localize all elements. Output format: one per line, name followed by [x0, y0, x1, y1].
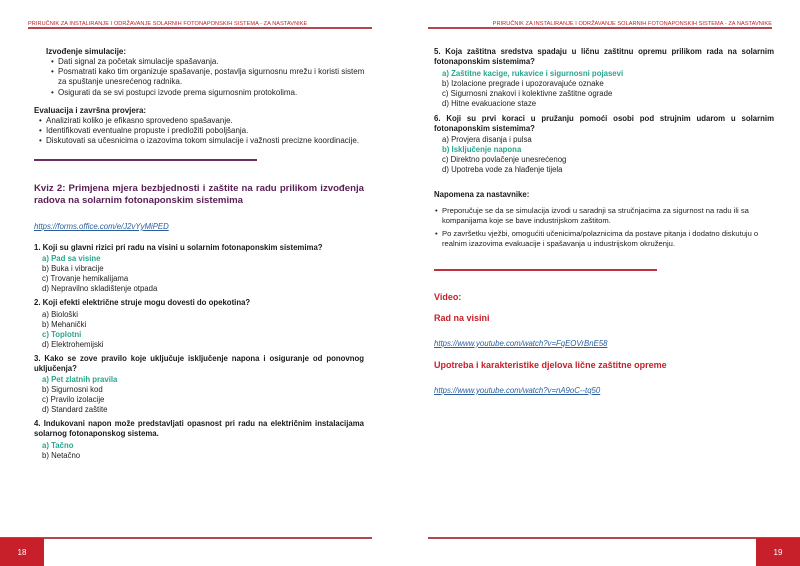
question-5-options [442, 69, 776, 109]
option: c) Sigurnosni znakovi i kolektivne zaštitne ograde [442, 88, 613, 98]
simulation-heading: Izvođenje simulacije: [46, 47, 127, 56]
teacher-note-list [434, 206, 769, 249]
list-item: • Dati signal za početak simulacije spašavanja. [51, 57, 366, 67]
option: b) Izolacione pregrade i upozoravajuće oznake [442, 78, 604, 88]
option: d) Upotreba vode za hlađenje tijela [442, 165, 563, 175]
list-item: • Diskutovati sa učesnicima o izazovima tokom simulacije i važnosti precizne koordinacije. [39, 136, 366, 146]
left-content [34, 47, 366, 461]
list-item: • Preporučuje se da se simulacija izvodi u saradnji sa stručnjacima za sigurnost na radu ili sa kompanijama koje se bave industrijskom zaštitom. [434, 206, 769, 226]
option: d) Hitne evakuacione staze [442, 98, 537, 108]
option: c) Pravilo izolacije [42, 395, 105, 405]
video-title: Upotreba i karakteristike djelova lične zaštitne opreme [434, 359, 667, 370]
question-1-options [42, 254, 366, 294]
right-content [434, 40, 776, 398]
footer-rule [0, 537, 372, 539]
teacher-note-heading: Napomena za nastavnike: [434, 190, 530, 200]
option-correct: a) Zaštitne kacige, rukavice i sigurnosni pojasevi [442, 68, 624, 78]
question-1: 1. Koji su glavni rizici pri radu na visini u solarnim fotonaponskim sistemima? [34, 242, 323, 252]
option-correct: a) Tačno [42, 440, 74, 450]
page-number: 18 [0, 538, 44, 566]
simulation-list [46, 57, 366, 98]
running-header: PRIRUČNIK ZA INSTALIRANJE I ODRŽAVANJE SOLARNIH FOTONAPONSKIH SISTEMA - ZA NASTAVNIKE [28, 21, 308, 27]
option: c) Direktno povlačenje unesrećenog [442, 155, 567, 165]
video-link[interactable]: https://www.youtube.com/watch?v=FqEOVrBnE58 [434, 338, 608, 348]
question-5: 5. Koja zaštitna sredstva spadaju u ličnu zaštitnu opremu prilikom rada na solarnim fotonaponskim sistemima? [434, 47, 774, 67]
quiz-title: Kviz 2: Primjena mjera bezbjednosti i zaštite na radu prilikom izvođenja radova na solarnim fotonaponskim sistemima [34, 182, 364, 207]
option: b) Sigurnosni kod [42, 385, 103, 395]
question-4-options [42, 441, 366, 461]
page-right [400, 0, 800, 566]
list-item: • Po završetku vježbi, omogućiti učenicima/polaznicima da postave pitanja i dodatno diskutuju o realnim izazovima evakuacije i spašavanja u industrijskom okruženju. [434, 229, 769, 249]
section-divider [34, 159, 257, 161]
option-correct: c) Toplotni [42, 329, 82, 339]
option: d) Elektrohemijski [42, 339, 104, 349]
question-6-options [442, 135, 776, 175]
question-3-options [42, 375, 366, 415]
list-item: • Posmatrati kako tim organizuje spašavanje, postavlja sigurnosnu mrežu i koristi sistem za spuštanje unesrećenog radnika. [51, 67, 366, 87]
option: b) Netačno [42, 450, 81, 460]
video-link[interactable]: https://www.youtube.com/watch?v=nA9oC--tq50 [434, 385, 601, 395]
list-item: • Identifikovati eventualne propuste i predložiti poboljšanja. [39, 126, 366, 136]
list-item: • Analizirati koliko je efikasno sprovedeno spašavanje. [39, 116, 366, 126]
option: a) Biološki [42, 309, 78, 319]
header-rule [28, 27, 372, 29]
page-number: 19 [756, 538, 800, 566]
evaluation-list [34, 116, 366, 147]
question-2: 2. Koji efekti električne struje mogu dovesti do opekotina? [34, 298, 251, 308]
evaluation-heading: Evaluacija i završna provjera: [34, 105, 147, 115]
running-header: PRIRUČNIK ZA INSTALIRANJE I ODRŽAVANJE SOLARNIH FOTONAPONSKIH SISTEMA - ZA NASTAVNIKE [492, 21, 772, 27]
option: d) Nepravilno skladištenje otpada [42, 284, 158, 294]
header-rule [428, 27, 772, 29]
option: b) Mehanički [42, 319, 87, 329]
question-4: 4. Indukovani napon može predstavljati opasnost pri radu na električnim instalacijama solarnog fotonaponskog sistema. [34, 419, 364, 439]
quiz-link[interactable]: https://forms.office.com/e/J2vYyMiPED [34, 221, 169, 231]
question-6: 6. Koji su prvi koraci u pružanju pomoći osobi pod strujnim udarom u solarnim fotonaponskim sistemima? [434, 113, 774, 133]
video-heading: Video: [434, 291, 462, 302]
list-item: • Osigurati da se svi postupci izvode prema sigurnosnim protokolima. [51, 88, 366, 98]
option-correct: a) Pet zlatnih pravila [42, 375, 118, 385]
footer-rule [428, 537, 800, 539]
question-3: 3. Kako se zove pravilo koje uključuje isključenje napona i osiguranje od ponovnog uključenja? [34, 353, 364, 373]
question-2-options [42, 310, 366, 350]
option: a) Provjera disanja i pulsa [442, 135, 532, 145]
option: b) Buka i vibracije [42, 264, 104, 274]
option-correct: b) Isključenje napona [442, 145, 522, 155]
option: c) Trovanje hemikalijama [42, 274, 129, 284]
video-title: Rad na visini [434, 312, 490, 323]
option-correct: a) Pad sa visine [42, 254, 101, 264]
option: d) Standard zaštite [42, 405, 108, 415]
